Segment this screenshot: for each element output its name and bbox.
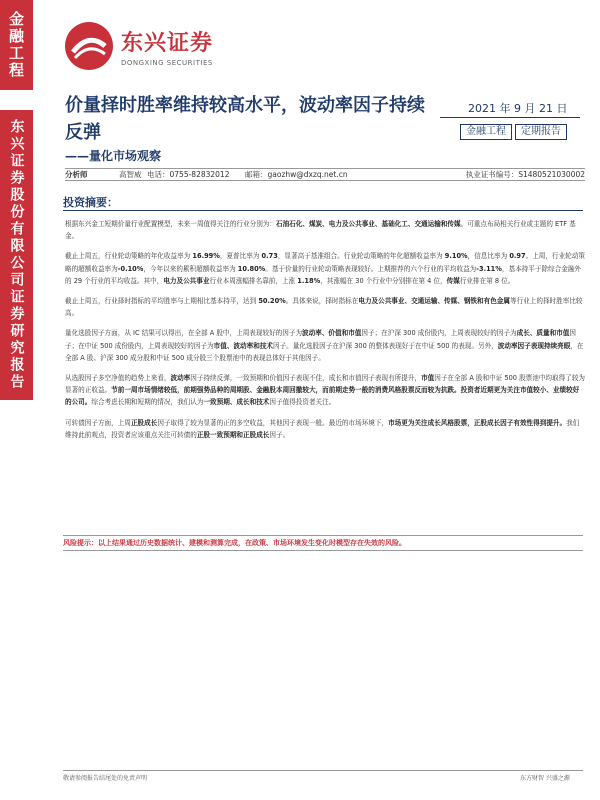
footer-slogan: 东方财智 兴盛之源 xyxy=(520,775,570,782)
section-divider xyxy=(63,210,583,211)
header-divider xyxy=(440,117,580,118)
tag-category: 金融工程 xyxy=(460,124,512,140)
paragraph-2: 截止上周五，行业轮动策略的年化收益率为 16.99%，夏普比率为 0.73，显著高于基准组合。行业轮动策略的年化超额收益率为 9.10%，信息比率为 0.97。上周，行业轮动策略的超额收益率为-0.10%，今年以来的累积超额收益率为 10.80%。基于价量的行业轮动策略表现较好。上期推荐的六个行业的平均收益为-3.11%，基本持平于除综合金融外的 29 个行业的平均收益。其中，电力及公共事业行业本周涨幅排名靠前，上涨 1.18%，其涨幅在 30 个行业中分别排在第 4 位，传媒行业排在第 8 位。 xyxy=(65,252,585,285)
report-body xyxy=(65,218,585,449)
author-role: 分析师 xyxy=(65,170,88,179)
logo-en-text: DONGXING SECURITIES xyxy=(121,58,213,67)
report-subtitle: ——量化市场观察 xyxy=(65,149,162,163)
risk-warning: 风险提示：以上结果通过历史数据统计、建模和测算完成，在政策、市场环境发生变化时模型存在失效的风险。 xyxy=(63,535,583,551)
sidebar xyxy=(0,0,33,800)
footer-divider xyxy=(63,770,583,771)
tag-report-type: 定期报告 xyxy=(515,124,567,140)
paragraph-4: 量化选股因子方面，从 IC 结果可以得出，在全部 A 股中，上周表现较好的因子为波动率、价值和市值因子；在沪深 300 成份股内，上周表现较好的因子为成长、质量和市值因子；在中证 500 成份股内，上周表现较好的因子为市值、波动率和技术因子。量化选股因子在沪深 300 的整体表现好于在中证 500 的表现。另外，波动率因子表现持续亮眼，在全部 A 股、沪深 300 成分股和中证 500 成分股三个股票池中的表现总体好于其他因子。 xyxy=(65,329,584,362)
author-name: 高智威 xyxy=(119,170,142,179)
report-date: 2021 年 9 月 21 日 xyxy=(468,102,568,115)
author-license: 执业证书编号：S1480521030002 xyxy=(465,170,585,179)
author-bar xyxy=(65,168,585,181)
author-phone: 电话：0755-82832012 xyxy=(147,170,230,179)
section-heading: 投资摘要： xyxy=(63,196,118,209)
footer-disclaimer: 敬请参阅报告结尾处的免责声明 xyxy=(63,775,148,782)
paragraph-1: 根据东兴金工短期价量行业配置模型，未来一周值得关注的行业分别为：石油石化、煤炭、电力及公共事业、基础化工、交通运输和传媒。可重点布局相关行业或主题的 ETF 基金。 xyxy=(65,220,576,241)
logo-cn-text: 东兴证券 xyxy=(121,30,214,56)
paragraph-6: 可转债因子方面，上周正股成长因子取得了较为显著的正的多空收益，其他因子表现一般。最近的市场环境下，市场更为关注成长风格股票，正股成长因子有效性得到提升。我们维持此前观点，投资者应该重点关注可转债的正股一致预期和正股成长因子。 xyxy=(65,418,580,439)
report-title: 价量择时胜率维持较高水平，波动率因子持续反弹 xyxy=(65,95,425,143)
author-email[interactable]: 邮箱：gaozhw@dxzq.net.cn xyxy=(245,170,348,179)
paragraph-5: 从选股因子多空净值的趋势上来看，波动率因子持续反弹，一致预期和价值因子表现不佳，成长和市值因子表现有所提升，市值因子在全部 A 股和中证 500 股票池中均取得了较为显著的正收益。节前一周市场情绪较低，前期强势品种的周期股、金融股本周回撤较大，而前期走势一般的消费风格股票反而较为抗跌。投资者近期更为关注市值较小、业绩较好的公司。综合考虑长期和短期的情况，我们认为一致预期、成长和技术因子值得投资者关注。 xyxy=(65,374,586,407)
company-logo xyxy=(63,20,213,72)
paragraph-3: 截止上周五，行业择时指标的平均胜率与上期相比基本持平，达到 50.20%。具体来说，择时指标在电力及公共事业、交通运输、传媒、钢铁和有色金属等行业上的择时胜率比较高。 xyxy=(65,297,583,318)
sidebar-company-label: 东兴证券股份有限公司证券研究报告 xyxy=(0,110,33,400)
sidebar-category-label: 金融工程 xyxy=(0,0,33,90)
logo-emblem-icon xyxy=(63,20,115,72)
